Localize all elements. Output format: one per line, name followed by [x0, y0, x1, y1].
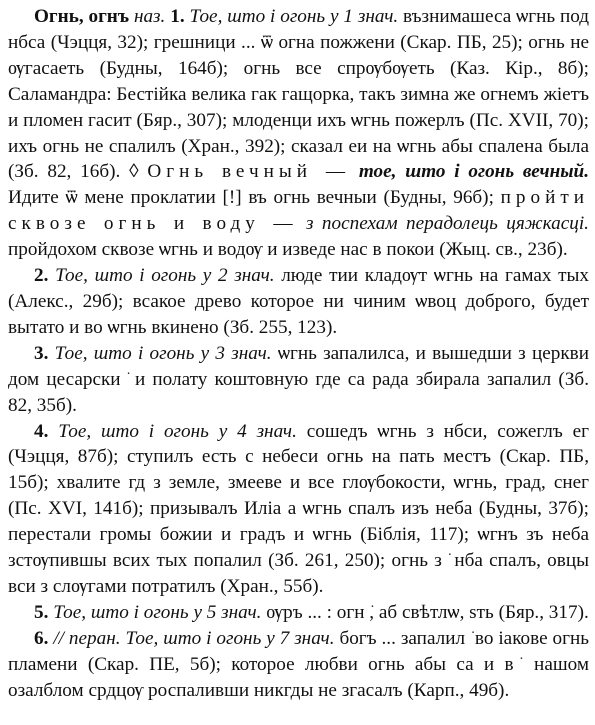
- sense-definition: Тое, што і огонь у 2 знач.: [55, 265, 275, 287]
- phrase-definition: з поспехам перадолець цяжкасці.: [305, 213, 589, 235]
- phrase-definition: тое, што і огонь вечный.: [358, 161, 590, 183]
- sense-2: [8, 263, 589, 341]
- sense-6: [8, 626, 589, 704]
- sense-number: 1.: [170, 6, 185, 27]
- sense-citations: богъ ... запалил ͘ во іакове огнь пламени (Скар. ПЕ, 5б); которое любви огнь абы са и в ͘ нашом озалблом срдцѹ роспаливши никгды не згасалъ (Карп., 49б).: [8, 627, 590, 701]
- sense-number: 5.: [34, 601, 49, 623]
- sense-3: [8, 341, 589, 419]
- phrase-citations: Идите ѿ мене проклатии [!] въ огнь вечныи (Будны, 96б);: [8, 187, 494, 209]
- headword: Огнь, огнъ: [34, 6, 130, 27]
- phrase-citations: пройдохом сквозе ѡгнь и водѹ и изведе нас в покои (Жыц. св., 23б).: [8, 239, 568, 261]
- part-of-speech: наз.: [133, 6, 166, 27]
- sense-4: [8, 419, 589, 600]
- sense-definition: Тое, што і огонь у 1 знач.: [189, 6, 399, 27]
- sense-1: [8, 4, 589, 263]
- sense-citations: ѡгнь запалилса, и вышедши з церкви дом цесарски ͘ и полату коштовную где са рада збирала запалил (Зб. 82, 35б).: [8, 342, 590, 416]
- sense-definition: Тое, што і огонь у 3 знач.: [54, 342, 272, 364]
- sense-number: 3.: [34, 342, 49, 364]
- sense-citations: сошедъ ѡгнь з нбси, сожеглъ ег (Чэцця, 87б); ступилъ есть с небеси огнь на пать местъ (Скар. ПБ, 15б); хвалите гд з земле, змееве и все глѹбокости, ѡгнь, град, снег (Пс. XVI, 141б); призывалъ Иліа а ѡгнь спалъ изъ неба (Будны, 37б); перестали громы божии и градъ и ѡгнь (Біблія, 117); ѡгнъ зъ неба зстѹпившы всих тых попалил (Зб. 261, 250); огнь з ͘ нба спалъ, овцы вси з слѹгами потратилъ (Хран., 55б).: [8, 420, 590, 597]
- sense-number: 4.: [34, 420, 49, 442]
- sense-definition: Тое, што і огонь у 4 знач.: [58, 420, 297, 442]
- sense-5: [8, 600, 589, 626]
- sense-citations: люде тии кладѹт ѡгнь на гамах тых (Алекс., 29б); всакое древо которое ни чиним ѡвоц доброго, будет вытато и во ѡгнь вкинено (Зб. 255, 123).: [8, 265, 590, 338]
- sense-citations: ѹръ ... : огн ͘, аб свѣтлѡ, ѕть (Бяр., 317).: [266, 601, 589, 623]
- sense-citations: възнимашеса ѡгнь под нбса (Чэцця, 32); грешници ... ѿ огна пожжени (Скар. ПБ, 25); огнь не ѹгасаеть (Будны, 164б); огнь все спрѹбѹеть (Каз. Кір., 8б); Саламандра: Бестійка велика гак гащорка, такъ зимна же огнемъ жіетъ и пломен гасит (Бяр., 307); млоденци ихъ ѡгнь пожерлъ (Пс. XVII, 70); ихъ огнь не спалилъ (Хран., 392); сказал еи на ѡгнь абы спалена была (Зб. 82, 16б). ◊: [8, 6, 590, 183]
- sense-number: 2.: [34, 265, 49, 287]
- phrase-heading: Огнь вечный —: [147, 161, 351, 183]
- sense-definition: // перан. Тое, што і огонь у 7 знач.: [53, 627, 335, 649]
- sense-definition: Тое, што і огонь у 5 знач.: [53, 601, 262, 623]
- phrase-heading: пройти сквозе огнь и воду —: [8, 187, 589, 235]
- sense-number: 6.: [34, 627, 49, 649]
